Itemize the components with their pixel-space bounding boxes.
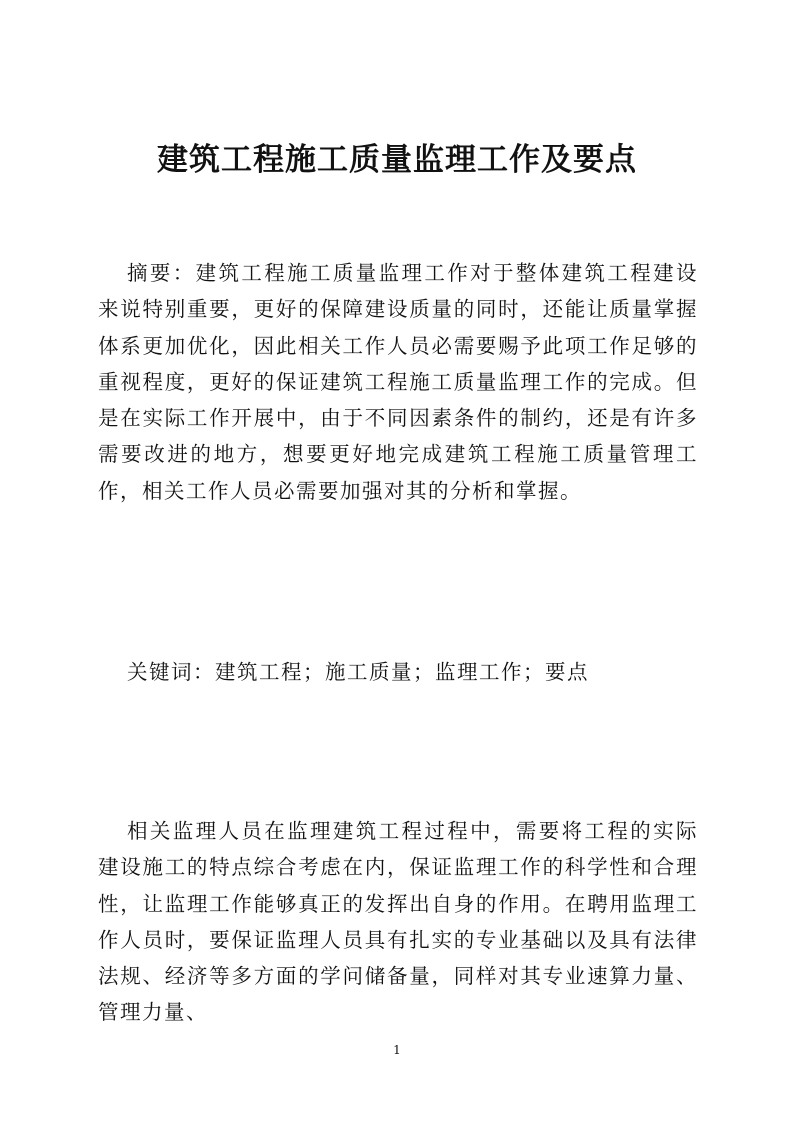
body-paragraph: 相关监理人员在监理建筑工程过程中，需要将工程的实际建设施工的特点综合考虑在内，保证监理工作的科学性和合理性，让监理工作能够真正的发挥出自身的作用。在聘用监理工作人员时，要保证监理人员具有扎实的专业基础以及具有法律法规、经济等多方面的学问储备量，同样对其专业速算力量、管理力量、 (98, 819, 698, 1025)
document-title: 建筑工程施工质量监理工作及要点 (157, 142, 637, 178)
keywords-line: 关键词：建筑工程；施工质量；监理工作；要点 (127, 660, 589, 684)
abstract-paragraph: 摘要：建筑工程施工质量监理工作对于整体建筑工程建设来说特别重要，更好的保障建设质量的同时，还能让质量掌握体系更加优化，因此相关工作人员必需要赐予此项工作足够的重视程度，更好的保证建筑工程施工质量监理工作的完成。但是在实际工作开展中，由于不同因素条件的制约，还是有许多需要改进的地方，想要更好地完成建筑工程施工质量管理工作，相关工作人员必需要加强对其的分析和掌握。 (98, 261, 698, 503)
page-number: 1 (393, 1043, 401, 1057)
